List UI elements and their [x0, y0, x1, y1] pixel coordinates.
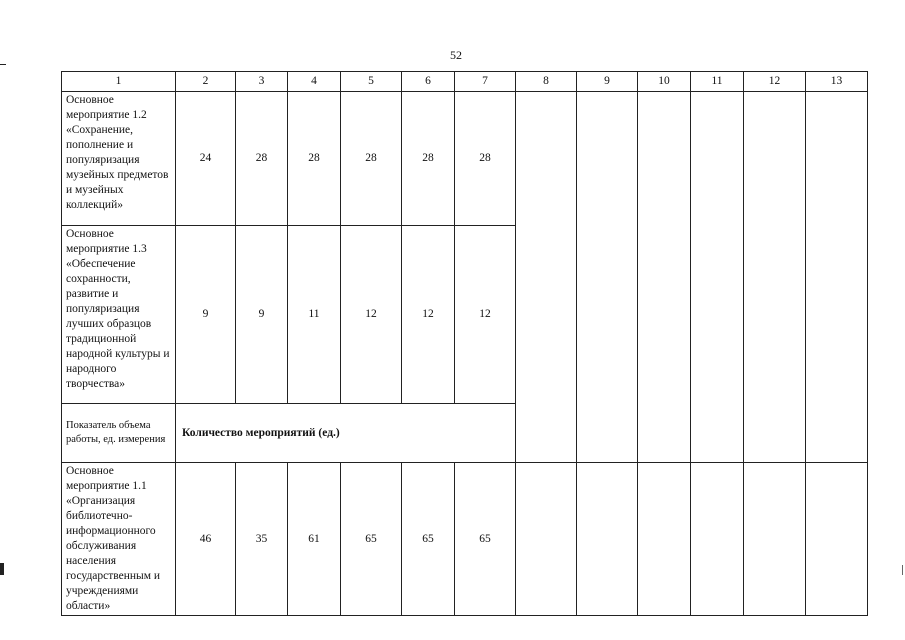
column-header: 5 [341, 72, 402, 92]
table-cell: 35 [236, 463, 288, 616]
column-header: 1 [62, 72, 176, 92]
column-header: 11 [691, 72, 744, 92]
page-number: 52 [450, 48, 462, 62]
table-cell: 11 [288, 226, 341, 404]
table-cell [577, 92, 638, 463]
table-cell: 9 [176, 226, 236, 404]
table-cell [691, 463, 744, 616]
scan-edge-mark [0, 64, 6, 65]
row-label: Показатель объема работы, ед. измерения [62, 404, 176, 463]
table-cell: 12 [341, 226, 402, 404]
table-row [62, 463, 868, 616]
table-header-row [62, 72, 868, 92]
table-cell: 9 [236, 226, 288, 404]
table-cell: 24 [176, 92, 236, 226]
column-header: 3 [236, 72, 288, 92]
column-header: 4 [288, 72, 341, 92]
row-label: Основное мероприятие 1.1 «Организация библиотечно-информационного обслуживания населения государственным и учреждениями области» [62, 463, 176, 616]
scan-edge-mark [902, 565, 903, 575]
row-label: Основное мероприятие 1.2 «Сохранение, пополнение и популяризация музейных предметов и музейных коллекций» [62, 92, 176, 226]
table-row [62, 92, 868, 226]
table-cell: 65 [341, 463, 402, 616]
table-cell: 12 [402, 226, 455, 404]
table-cell: 28 [402, 92, 455, 226]
row-label: Основное мероприятие 1.3 «Обеспечение сохранности, развитие и популяризация лучших образцов традиционной народной культуры и народного творчества» [62, 226, 176, 404]
table-cell: 12 [455, 226, 516, 404]
column-header: 6 [402, 72, 455, 92]
table-cell: 28 [341, 92, 402, 226]
table-cell [638, 92, 691, 463]
column-header: 7 [455, 72, 516, 92]
column-header: 9 [577, 72, 638, 92]
indicator-table [61, 71, 868, 616]
table-cell [744, 463, 806, 616]
table-cell: 46 [176, 463, 236, 616]
table-cell: 65 [455, 463, 516, 616]
table-cell: 28 [455, 92, 516, 226]
unit-of-measure-heading: Количество мероприятий (ед.) [176, 404, 516, 463]
table-cell [516, 463, 577, 616]
table-cell: 65 [402, 463, 455, 616]
column-header: 13 [806, 72, 868, 92]
table-cell: 28 [288, 92, 341, 226]
table-cell [806, 92, 868, 463]
table-cell: 28 [236, 92, 288, 226]
scan-edge-mark [0, 563, 4, 575]
table-cell [516, 92, 577, 463]
table-cell [691, 92, 744, 463]
table-cell [638, 463, 691, 616]
table-cell: 61 [288, 463, 341, 616]
column-header: 8 [516, 72, 577, 92]
column-header: 2 [176, 72, 236, 92]
table-cell [806, 463, 868, 616]
column-header: 10 [638, 72, 691, 92]
table-cell [577, 463, 638, 616]
table-cell [744, 92, 806, 463]
column-header: 12 [744, 72, 806, 92]
